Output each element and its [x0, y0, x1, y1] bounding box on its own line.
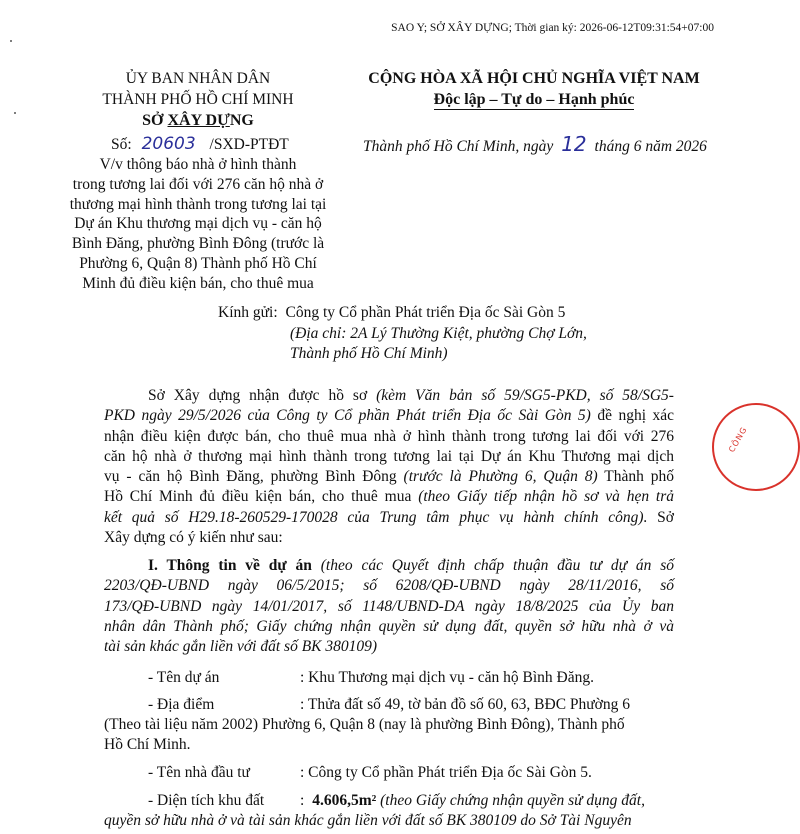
scan-speck — [14, 112, 16, 114]
recipient-address-1: (Địa chỉ: 2A Lý Thường Kiệt, phường Chợ Lớn, — [290, 325, 587, 342]
text-run: kết quả số H29.18-260529-170028 của Trung tâm phục vụ hành chính công). — [104, 508, 648, 526]
paragraph-line — [104, 406, 674, 426]
text-run: PKD ngày 29/5/2026 của Công ty Cổ phần Phát triển Địa ốc Sài Gòn 5) — [104, 407, 591, 425]
field-area-continuation: quyền sở hữu nhà ở và tài sản khác gắn liền với đất số BK 380109 do Sở Tài Nguyên — [104, 812, 632, 829]
text-run: căn hộ nhà ở thương mại hình thành trong tương lai tại Dự án Khu Thương mại dịch — [104, 447, 674, 465]
text-run: (trước là Phường 6, Quận 8) — [403, 468, 598, 486]
subject-line: Phường 6, Quận 8) Thành phố Hồ Chí — [79, 254, 317, 272]
authority-line-1: ỦY BAN NHÂN DÂN — [125, 70, 271, 87]
paragraph-line — [104, 508, 674, 528]
paragraph-line — [104, 637, 674, 657]
issuing-authority — [60, 68, 336, 131]
paragraph-line — [104, 556, 674, 576]
text-run: 2203/QĐ-UBND ngày 06/5/2015; số 6208/QĐ-UBND ngày 28/11/2016, số — [104, 577, 674, 595]
document-number-label: Số: — [111, 136, 132, 153]
document-number-handwritten: 20603 — [141, 134, 196, 154]
subject-line: Bình Đăng, phường Bình Đông (trước là — [71, 235, 325, 253]
text-run: tài sản khác gắn liền với đất số BK 380109) — [104, 638, 378, 656]
field-area-note: (theo Giấy chứng nhận quyền sử dụng đất, — [376, 792, 645, 809]
field-area-value — [300, 790, 645, 811]
field-area-colon: : — [300, 792, 305, 809]
country-name: CỘNG HÒA XÃ HỘI CHỦ NGHĨA VIỆT NAM — [368, 70, 700, 87]
paragraph-line — [104, 467, 674, 487]
text-run: Xây dựng có ý kiến như sau: — [104, 529, 283, 547]
field-location-value: : Thửa đất số 49, tờ bản đồ số 60, 63, BĐC Phường 6 — [300, 696, 630, 713]
text-run: I. Thông tin về dự án — [148, 557, 312, 574]
issue-date-suffix: tháng 6 năm 2026 — [594, 138, 707, 155]
text-run: đề nghị xác — [590, 407, 674, 425]
text-run: nhận điều kiện được bán, cho thuê mua nhà ở hình thành trong tương lai đối với 276 — [104, 427, 674, 445]
subject-line: trong tương lai đối với 276 căn hộ nhà ở — [72, 175, 324, 193]
field-investor-value: : Công ty Cổ phần Phát triển Địa ốc Sài Gòn 5. — [300, 764, 592, 781]
subject-line: V/v thông báo nhà ở hình thành — [99, 156, 297, 173]
subject-line: thương mại hình thành trong tương lai tại — [69, 195, 327, 213]
field-location-label: - Địa điểm — [148, 696, 215, 713]
text-run: nhân dân Thành phố; Giấy chứng nhận quyền sử dụng đất, quyền sở hữu nhà ở và — [104, 617, 674, 635]
issue-date-prefix: Thành phố Hồ Chí Minh, ngày — [363, 138, 554, 155]
paragraph-line — [104, 576, 674, 596]
field-location-continuation: Hồ Chí Minh. — [104, 736, 191, 753]
body-intro-paragraph — [104, 386, 674, 548]
text-run: Hồ Chí Minh đủ điều kiện bán, cho thuê mua — [104, 488, 419, 506]
document-number-suffix: /SXD-PTĐT — [209, 136, 289, 153]
authority-line-2: THÀNH PHỐ HỒ CHÍ MINH — [102, 91, 294, 108]
field-location-continuation: (Theo tài liệu năm 2002) Phường 6, Quận 8 (nay là phường Bình Đông), Thành phố — [104, 716, 625, 733]
paragraph-line — [104, 447, 674, 467]
official-stamp-partial — [712, 403, 800, 491]
text-run: (theo các Quyết định chấp thuận đầu tư dự án số — [311, 557, 675, 574]
motto: Độc lập – Tự do – Hạnh phúc — [433, 91, 635, 108]
national-motto — [358, 68, 710, 110]
subject-line: Dự án Khu thương mại dịch vụ - căn hộ — [74, 215, 322, 233]
text-run: 173/QĐ-UBND ngày 14/01/2017, số 1148/UBND-DA ngày 18/8/2025 của Ủy ban — [104, 597, 674, 615]
field-area-label: - Diện tích khu đất — [148, 792, 265, 809]
paragraph-line — [104, 487, 674, 507]
document-subject — [60, 155, 336, 294]
paragraph-line — [104, 617, 674, 637]
paragraph-line — [104, 386, 674, 406]
recipient-label: Kính gửi: — [218, 304, 278, 321]
text-run: vụ - căn hộ Bình Đăng, phường Bình Đông — [104, 468, 404, 486]
section-1-project-info — [104, 556, 674, 657]
text-run: (kèm Văn bản số 59/SG5-PKD, số 58/SG5- — [376, 387, 674, 404]
field-investor-label: - Tên nhà đầu tư — [148, 764, 250, 781]
recipient-address-2: Thành phố Hồ Chí Minh) — [290, 345, 448, 362]
field-project-name-value: : Khu Thương mại dịch vụ - căn hộ Bình Đăng. — [300, 669, 594, 686]
text-run: Thành phố — [597, 468, 675, 486]
subject-line: Minh đủ điều kiện bán, cho thuê mua — [82, 274, 314, 292]
stamp-text: CÔNG — [727, 425, 749, 454]
recipient — [218, 302, 565, 323]
text-run: Sở Xây dựng nhận được hồ sơ — [148, 387, 377, 404]
issue-date-day-handwritten: 12 — [561, 132, 587, 156]
issue-date — [363, 134, 707, 157]
scan-speck — [10, 40, 12, 42]
paragraph-line — [104, 528, 674, 548]
authority-department: SỞ XÂY DỰNG — [142, 112, 254, 129]
field-area-number: 4.606,5m² — [312, 792, 377, 809]
text-run: (theo Giấy tiếp nhận hồ sơ và hẹn trả — [418, 488, 675, 506]
digital-signature-note: SAO Y; SỞ XÂY DỰNG; Thời gian ký: 2026-06-12T09:31:54+07:00 — [391, 22, 714, 34]
document-number — [111, 134, 289, 155]
paragraph-line — [104, 597, 674, 617]
field-project-name-label: - Tên dự án — [148, 669, 220, 686]
recipient-name: Công ty Cổ phần Phát triển Địa ốc Sài Gòn 5 — [285, 304, 566, 321]
paragraph-line — [104, 427, 674, 447]
text-run: Sở — [647, 508, 674, 526]
